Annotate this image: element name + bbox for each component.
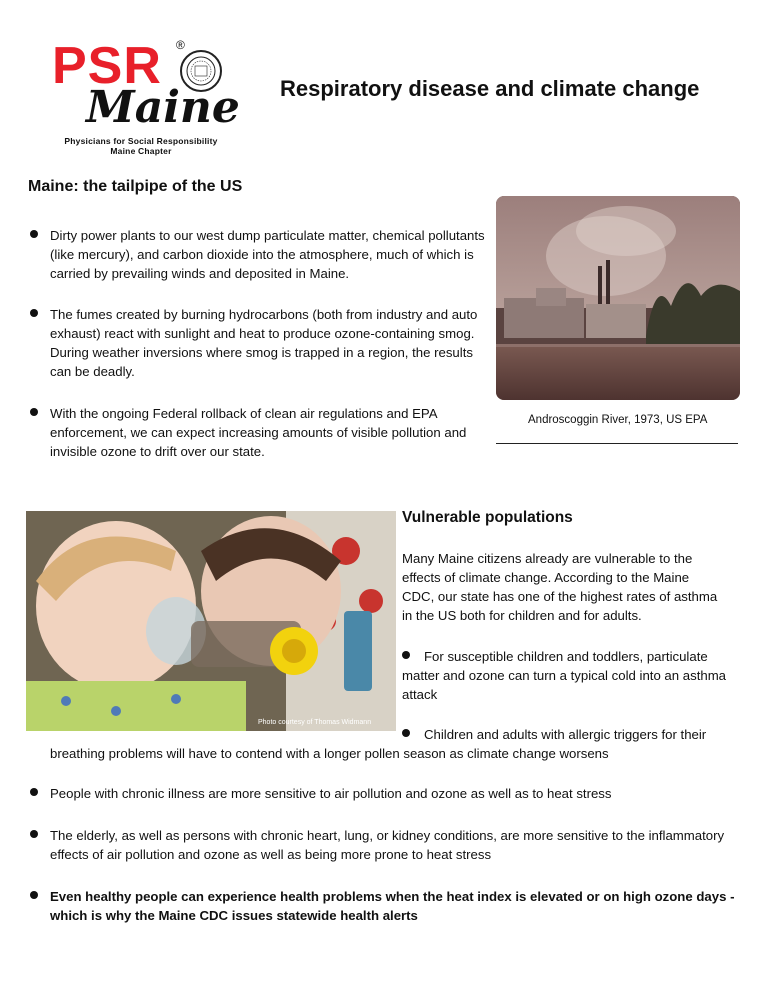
bullet-item: [50, 305, 490, 381]
logo-chapter: Maine: [86, 82, 240, 133]
bullet-item: [402, 725, 742, 744]
page-title: Respiratory disease and climate change: [280, 76, 700, 101]
bullet-icon: [30, 788, 38, 796]
logo-subtitle-line2: Maine Chapter: [110, 146, 172, 156]
bullet-icon: [30, 408, 38, 416]
bullet-icon: [402, 651, 410, 659]
bullet-icon: [402, 729, 410, 737]
bullet-text: Children and adults with allergic triggers for their: [424, 727, 707, 742]
bullet-text: With the ongoing Federal rollback of clean air regulations and EPA enforcement, we can expect increasing amounts of visible pollution and invisible ozone to drift over our state.: [50, 406, 467, 459]
bullet-text: For susceptible children and toddlers, particulate matter and ozone can turn a typical cold into an asthma attack: [402, 649, 727, 702]
bullet-icon: [30, 230, 38, 238]
bullet-item: [402, 647, 732, 704]
bullet-item: [50, 887, 740, 925]
bullet-item: [50, 784, 740, 803]
bullet-icon: [30, 830, 38, 838]
bullet-text: The elderly, as well as persons with chronic heart, lung, or kidney conditions, are more sensitive to the inflammatory effects of air pollution and ozone as well as being more prone to heat stress: [50, 828, 725, 862]
section-heading-vulnerable: Vulnerable populations: [402, 509, 573, 526]
bullet-text: People with chronic illness are more sensitive to air pollution and ozone as well as to heat stress: [50, 786, 612, 801]
bullet-item: [50, 826, 740, 864]
bullet-text: Dirty power plants to our west dump particulate matter, chemical pollutants (like mercury), and carbon dioxide into the atmosphere, much of which is carried by prevailing winds and deposited in Maine.: [50, 228, 485, 281]
children-inhaler-photo: [26, 511, 396, 731]
bullet-text: The fumes created by burning hydrocarbons (both from industry and auto exhaust) react with sunlight and heat to produce ozone-containing smog. During weather inversions where smog is trapped in a region, the results can be deadly.: [50, 307, 478, 379]
bullet-item: [50, 404, 480, 461]
logo-subtitle-line1: Physicians for Social Responsibility: [64, 136, 218, 146]
section-heading-tailpipe: Maine: the tailpipe of the US: [28, 178, 243, 195]
logo-subtitle: [52, 136, 230, 156]
bullet-item: [50, 226, 490, 283]
logo-brand: PSR: [52, 37, 162, 95]
bullet-icon: [30, 309, 38, 317]
bullet-text-continued: breathing problems will have to contend with a longer pollen season as climate change worsens: [50, 746, 609, 761]
intro-paragraph: Many Maine citizens already are vulnerable to the effects of climate change. According to the Maine CDC, our state has one of the highest rates of asthma in the US both for children and for adults.: [402, 551, 718, 623]
androscoggin-river-photo: [496, 196, 740, 400]
bullet-icon: [30, 891, 38, 899]
photo-credit: Photo courtesy of Thomas Widmann: [258, 719, 372, 726]
registered-mark: ®: [176, 38, 185, 52]
caption-divider: [496, 443, 738, 444]
bullet-text-bold: Even healthy people can experience health problems when the heat index is elevated or on high ozone days - which is why the Maine CDC issues statewide health alerts: [50, 889, 735, 923]
psr-maine-logo: [52, 37, 240, 160]
photo-caption: Androscoggin River, 1973, US EPA: [528, 414, 708, 426]
